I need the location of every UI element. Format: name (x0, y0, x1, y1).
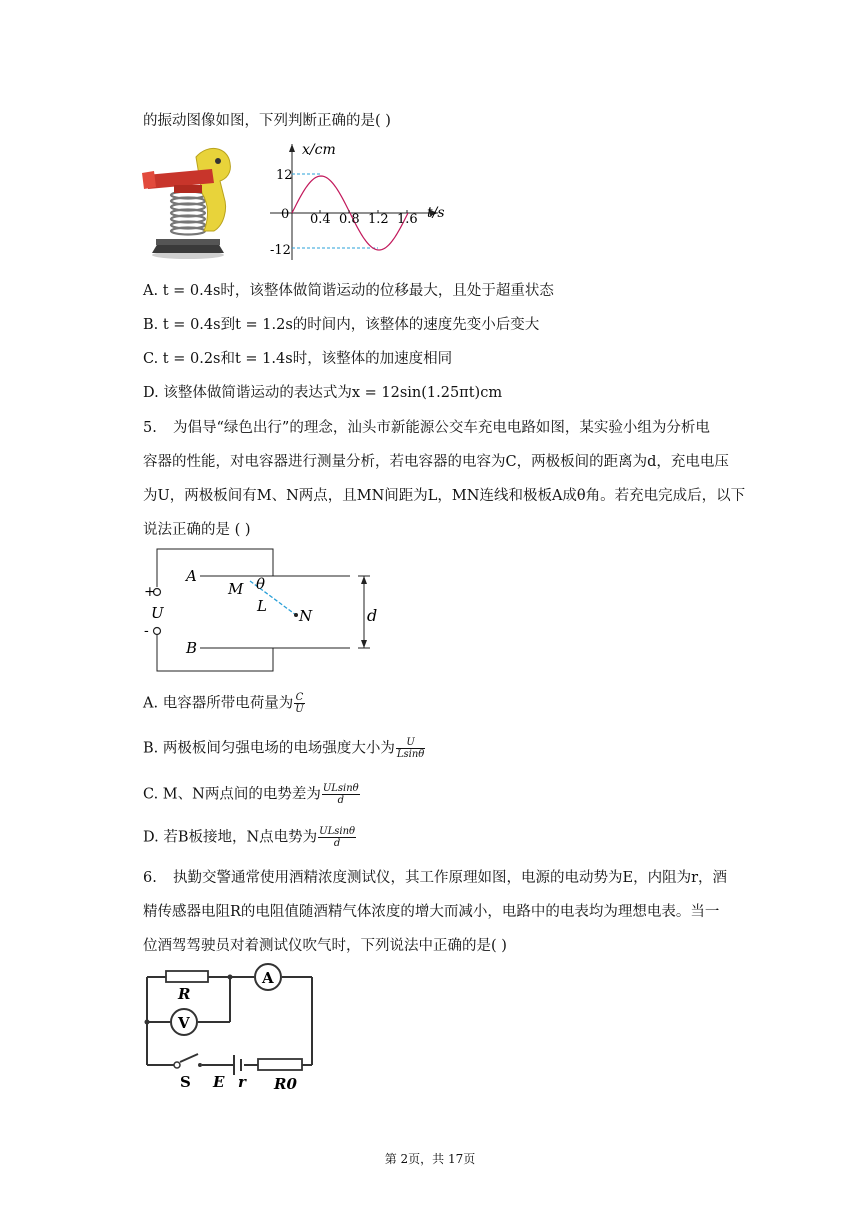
vibration-graph (270, 140, 450, 262)
capacitor-diagram (138, 545, 388, 675)
ammeter-label: A (262, 969, 274, 987)
q5-option-d[interactable]: D. 若B板接地，N点电势为 $\frac{ULsin\theta}{d}$ (143, 826, 356, 849)
x-tick-1.6: 1.6 (397, 212, 418, 227)
length-label: L (257, 597, 267, 615)
voltage-label: U (151, 604, 164, 622)
x-tick-1.2: 1.2 (368, 212, 389, 227)
q6-line-1: 执勤交警通常使用酒精浓度测试仪，其工作原理如图，电源的电动势为E，内阻为r，酒 (173, 870, 728, 886)
q4-option-d[interactable]: D. 该整体做简谐运动的表达式为x = 12sin(1.25πt)cm (143, 385, 503, 401)
y-tick-0: 0 (281, 207, 290, 222)
point-n-label: N (299, 607, 313, 625)
voltmeter-label: V (178, 1014, 190, 1032)
q4-option-a[interactable]: A. t = 0.4s时，该整体做简谐运动的位移最大，且处于超重状态 (143, 283, 554, 299)
minus-sign: - (144, 623, 149, 639)
q4-stem-tail: 的振动图像如图，下列判断正确的是( ) (143, 113, 391, 129)
q6-line-2: 精传感器电阻R的电阻值随酒精气体浓度的增大而减小，电路中的电表均为理想电表。当一 (143, 904, 720, 920)
q5-number: 5. (143, 420, 157, 436)
y-axis-label: x/cm (302, 142, 336, 158)
q4-option-b[interactable]: B. t = 0.4s到t = 1.2s的时间内，该整体的速度先变小后变大 (143, 317, 540, 333)
alcohol-tester-circuit (140, 962, 320, 1092)
y-tick-12: 12 (276, 168, 293, 183)
q5-option-b[interactable]: B. 两极板间匀强电场的电场强度大小为 $\frac{U}{Lsin\theta}$ (143, 737, 425, 760)
q5-line-3: 为U，两极板间有M、N两点，且MN间距为L，MN连线和极板A成θ角。若充电完成后，以下 (143, 488, 746, 504)
x-axis-label: t/s (427, 205, 445, 221)
q6-number: 6. (143, 870, 157, 886)
x-tick-0.4: 0.4 (310, 212, 331, 227)
plus-sign: + (144, 584, 156, 600)
q5-line-1: 为倡导“绿色出行”的理念，汕头市新能源公交车充电电路如图，某实验小组为分析电 (173, 420, 710, 436)
q5-option-a[interactable]: A. 电容器所带电荷量为 $\frac{C}{U}$ (143, 692, 304, 715)
page-footer: 第 2页，共 17页 (384, 1152, 476, 1166)
q5-line-4: 说法正确的是 ( ) (143, 522, 251, 538)
plate-b-label: B (186, 639, 198, 657)
plate-a-label: A (186, 567, 197, 585)
x-tick-0.8: 0.8 (339, 212, 360, 227)
emf-label: E (213, 1073, 225, 1091)
internal-r-label: r (238, 1073, 246, 1091)
q5-line-2: 容器的性能，对电容器进行测量分析，若电容器的电容为C，两极板间的距离为d，充电电压 (143, 454, 729, 470)
point-m-label: M (228, 580, 244, 598)
resistor-r0-label: R0 (274, 1075, 297, 1093)
switch-label: S (180, 1073, 191, 1091)
q6-line-3: 位酒驾驾驶员对着测试仪吹气时，下列说法中正确的是( ) (143, 938, 507, 954)
spring-toy-illustration (138, 145, 242, 260)
q5-option-c[interactable]: C. M、N两点间的电势差为 $\frac{ULsin\theta}{d}$ (143, 783, 359, 806)
resistor-r-label: R (178, 985, 191, 1003)
angle-label: θ (256, 575, 266, 593)
q4-option-c[interactable]: C. t = 0.2s和t = 1.4s时，该整体的加速度相同 (143, 351, 453, 367)
distance-label: d (367, 606, 378, 625)
y-tick-neg12: -12 (270, 243, 291, 258)
